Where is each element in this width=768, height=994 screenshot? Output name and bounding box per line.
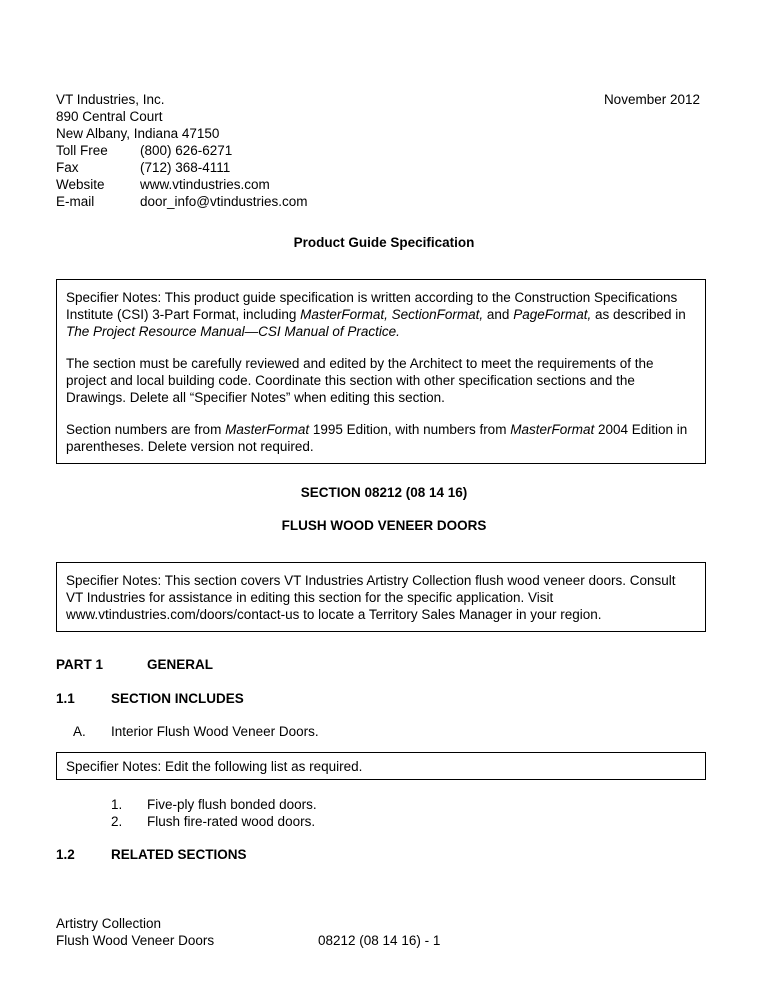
note-paragraph: Specifier Notes: This product guide specification is written according to the Construction Specifications Institute (CSI) 3-Part Format, including MasterFormat, SectionFormat, and PageFormat, as described in The Project Resource Manual—CSI Manual of Practice. (66, 290, 686, 339)
document-date: November 2012 (603, 92, 700, 107)
article-title: RELATED SECTIONS (111, 847, 247, 862)
page-number: 08212 (08 14 16) - 1 (318, 933, 441, 948)
note-paragraph: Section numbers are from MasterFormat 1995 Edition, with numbers from MasterFormat 2004 Edition in parentheses. Delete version not required. (66, 422, 688, 454)
article-number: 1.1 (56, 691, 75, 706)
section-title: FLUSH WOOD VENEER DOORS (281, 518, 487, 533)
paragraph-letter: A. (73, 724, 86, 739)
part-number: PART 1 (56, 657, 104, 672)
footer-left (56, 915, 214, 949)
specifier-note-box (56, 562, 706, 632)
note-paragraph: Specifier Notes: Edit the following list as required. (66, 759, 363, 774)
paragraph-text: Interior Flush Wood Veneer Doors. (111, 724, 319, 739)
footer-product: Flush Wood Veneer Doors (56, 933, 215, 948)
specifier-note-box (56, 279, 706, 464)
note-paragraph: Specifier Notes: This section covers VT Industries Artistry Collection flush wood veneer doors. Consult VT Industries for assistance in editing this section for the specific application. Visit www.vtindustries.com/doors/contact-us to locate a Territory Sales Manager in your region. (66, 573, 676, 622)
article-title: SECTION INCLUDES (111, 691, 244, 706)
contact-row: E-mail door_info@vtindustries.com (56, 194, 308, 209)
section-number: SECTION 08212 (08 14 16) (300, 485, 468, 500)
contact-row: Website www.vtindustries.com (56, 177, 270, 192)
company-city: New Albany, Indiana 47150 (56, 126, 220, 141)
note-paragraph: The section must be carefully reviewed and edited by the Architect to meet the requirements of the project and local building code. Coordinate this section with other specification sections and the Drawings. Delete all “Specifier Notes” when editing this section. (66, 356, 654, 405)
footer-collection: Artistry Collection (56, 916, 162, 931)
document-title: Product Guide Specification (293, 235, 475, 250)
contact-row: Fax (712) 368-4111 (56, 160, 231, 175)
part-title: GENERAL (147, 657, 214, 672)
company-header (56, 91, 656, 210)
list-item: 2. Flush fire-rated wood doors. (111, 814, 316, 829)
company-street: 890 Central Court (56, 109, 163, 124)
specifier-note-box (56, 752, 706, 780)
company-name: VT Industries, Inc. (56, 92, 165, 107)
contact-row: Toll Free (800) 626-6271 (56, 143, 233, 158)
article-number: 1.2 (56, 847, 75, 862)
list-item: 1. Five-ply flush bonded doors. (111, 797, 317, 812)
